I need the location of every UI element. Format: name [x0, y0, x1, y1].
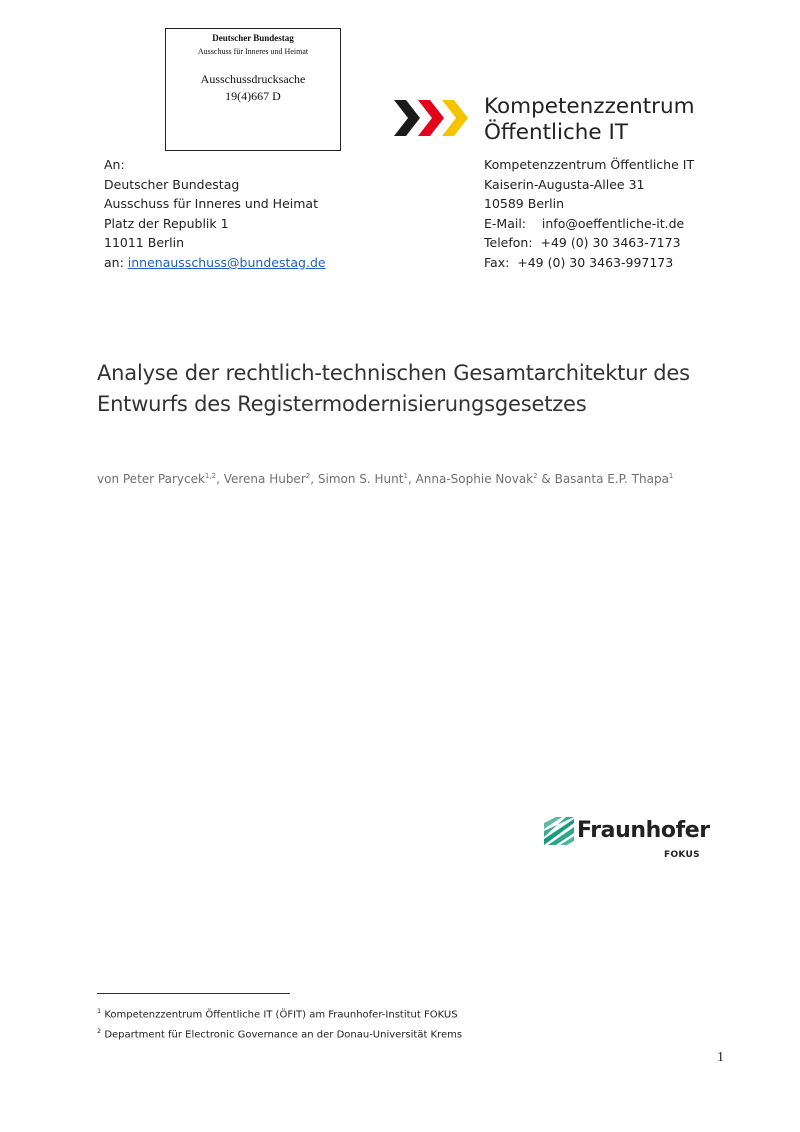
author-affiliation: 1	[403, 472, 408, 480]
author-affiliation: 2	[305, 472, 311, 480]
footnote-1	[97, 1003, 462, 1023]
author-name: Verena Huber	[223, 472, 306, 486]
author-5	[555, 472, 674, 486]
fraunhofer-sub: FOKUS	[664, 850, 700, 860]
stamp-line-1: Deutscher Bundestag	[212, 33, 294, 43]
author-2	[224, 472, 318, 486]
author-affiliation: 1	[668, 472, 674, 480]
page-number: 1	[717, 1050, 724, 1065]
author-affiliation: 2	[533, 472, 538, 480]
footnotes	[97, 1003, 462, 1044]
author-name: Basanta E.P. Thapa	[554, 472, 669, 486]
stamp-line-4: 19(4)667 D	[225, 89, 281, 103]
footnote-number: 1	[97, 1007, 102, 1015]
title-line-2: Entwurfs des Registermodernisierungsgesetzes	[97, 392, 587, 416]
stamp-line-2: Ausschuss für Inneres und Heimat	[197, 47, 309, 56]
recipient-email-link[interactable]: innenausschuss@bundestag.de	[127, 254, 326, 270]
chevron-red	[418, 100, 444, 136]
sender-address	[484, 155, 694, 273]
recipient-street: Platz der Republik 1	[104, 215, 229, 231]
author-separator: ,	[407, 472, 416, 486]
author-separator: &	[537, 472, 555, 486]
sender-fax: Fax: +49 (0) 30 3463-997173	[484, 254, 674, 270]
footnote-number: 2	[97, 1027, 102, 1036]
recipient-address	[104, 155, 326, 273]
sender-phone: Telefon: +49 (0) 30 3463-7173	[484, 235, 681, 251]
ofit-logo-line-2: Öffentliche IT	[484, 120, 628, 145]
document-title	[97, 358, 737, 420]
ofit-logo-line-1: Kompetenzzentrum	[484, 94, 695, 119]
sender-city: 10589 Berlin	[484, 196, 565, 212]
document-stamp	[165, 28, 341, 151]
author-name: Peter Parycek	[122, 472, 205, 486]
footnote-divider	[97, 993, 290, 994]
fraunhofer-name: Fraunhofer	[577, 818, 710, 843]
author-prefix: von	[97, 472, 123, 486]
chevron-gold	[442, 100, 468, 136]
ofit-logo-text	[484, 94, 695, 146]
author-line	[97, 472, 737, 486]
author-affiliation: 1,2	[204, 472, 217, 480]
author-separator: ,	[216, 472, 224, 486]
fraunhofer-logo-icon	[544, 817, 574, 845]
author-separator: ,	[310, 472, 318, 486]
recipient-committee: Ausschuss für Inneres und Heimat	[104, 196, 318, 212]
recipient-email-line	[104, 253, 326, 273]
author-4	[416, 472, 555, 486]
author-name: Simon S. Hunt	[317, 472, 404, 486]
recipient-org: Deutscher Bundestag	[104, 176, 240, 192]
recipient-city: 11011 Berlin	[104, 235, 185, 251]
footnote-text: Department für Electronic Governance an der Donau-Universität Krems	[101, 1029, 463, 1041]
recipient-label: An:	[104, 157, 125, 172]
stamp-line-3: Ausschussdrucksache	[200, 72, 306, 86]
sender-email: E-Mail: info@oeffentliche-it.de	[484, 215, 685, 231]
sender-org: Kompetenzzentrum Öffentliche IT	[484, 157, 695, 172]
author-3	[318, 472, 416, 486]
ofit-chevron-logo-icon	[392, 96, 472, 140]
title-line-1: Analyse der rechtlich-technischen Gesamtarchitektur des	[97, 361, 690, 385]
chevron-black	[394, 100, 420, 136]
sender-street: Kaiserin-Augusta-Allee 31	[484, 176, 645, 192]
footnote-text: Kompetenzzentrum Öffentliche IT (ÖFIT) am Fraunhofer-Institut FOKUS	[101, 1009, 458, 1021]
author-1	[123, 472, 224, 486]
footnote-2	[97, 1023, 462, 1043]
author-name: Anna-Sophie Novak	[415, 472, 534, 486]
recipient-email-prefix: an:	[104, 254, 128, 270]
